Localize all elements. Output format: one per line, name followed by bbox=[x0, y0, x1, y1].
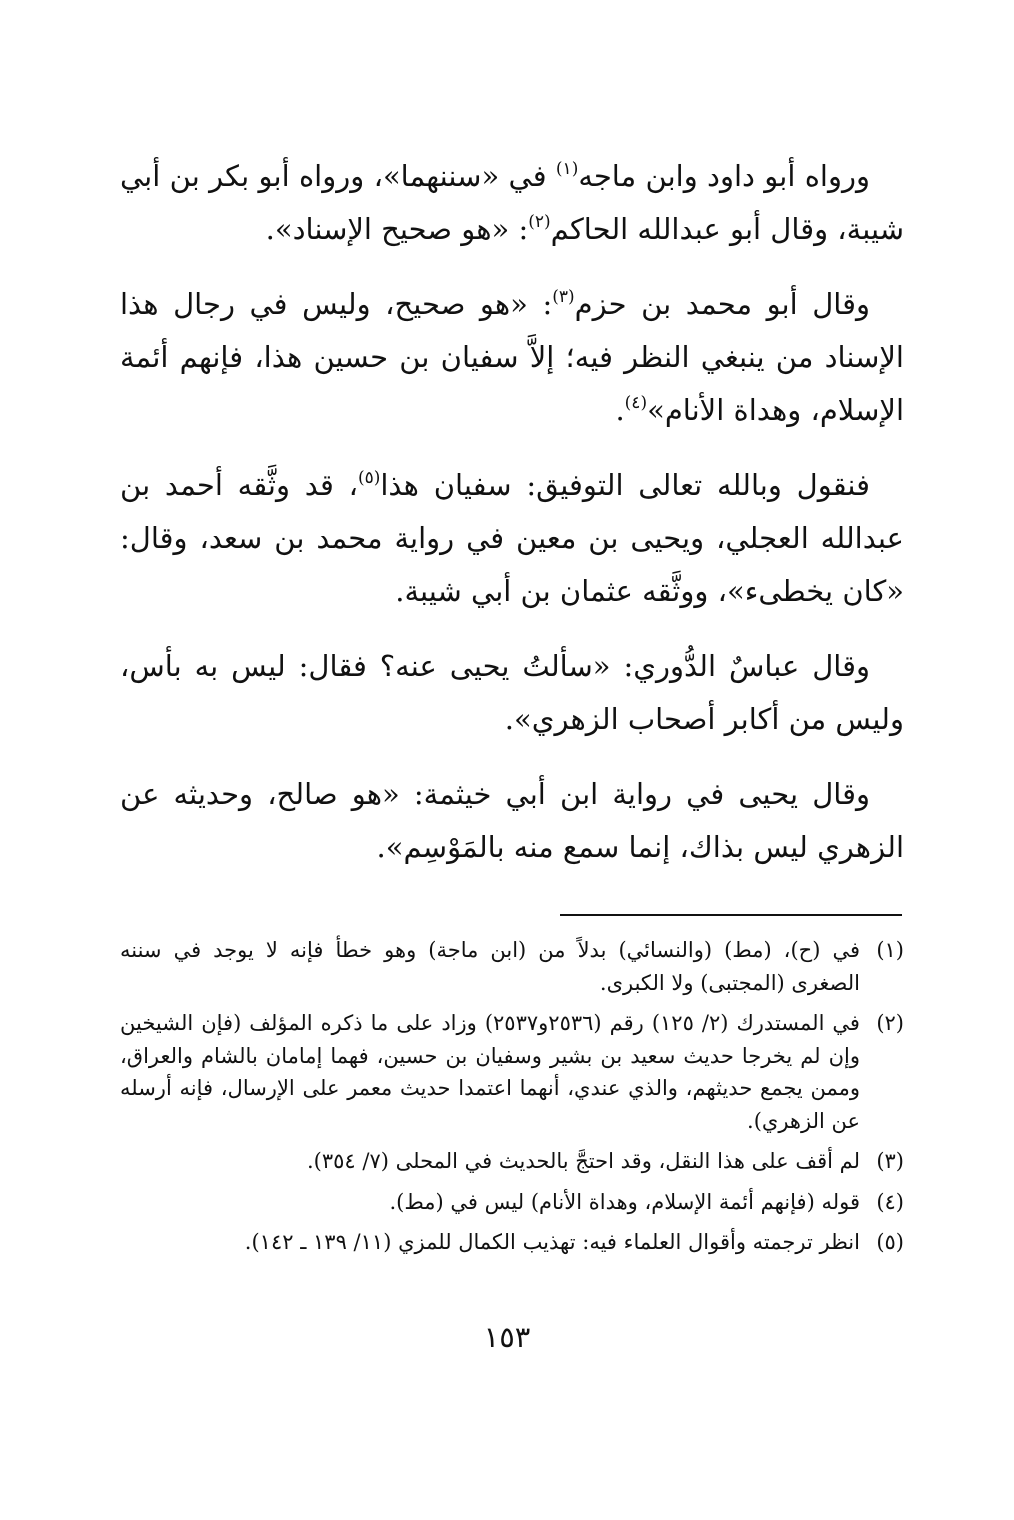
footnote-item bbox=[120, 1226, 904, 1259]
body-paragraph bbox=[120, 459, 904, 618]
paragraph-text: وقال عباسٌ الدُّوري: «سألتُ يحيى عنه؟ فقال: ليس به بأس، وليس من أكابر أصحاب الزهري». bbox=[120, 649, 904, 736]
footnote-text: في (ح)، (مط) (والنسائي) بدلاً من (ابن ماجة) وهو خطأ فإنه لا يوجد في سننه الصغرى (المجتبى) ولا الكبرى. bbox=[120, 938, 860, 995]
main-text bbox=[120, 150, 904, 896]
paragraph-text: : «هو صحيح، وليس في رجال هذا الإسناد من ينبغي النظر فيه؛ إلاَّ سفيان بن حسين هذا، فإنهم أئمة الإسلام، وهداة الأنام» bbox=[120, 287, 904, 427]
paragraph-text: في «سننهما»، ورواه أبو بكر بن أبي شيبة، وقال أبو عبدالله الحاكم bbox=[120, 159, 904, 246]
footnotes bbox=[120, 934, 904, 1267]
paragraph-text: : «هو صحيح الإسناد». bbox=[265, 212, 529, 246]
paragraph-text: ، قد وثَّقه أحمد بن عبدالله العجلي، ويحيى بن معين في رواية محمد بن سعد، وقال: «كان يخطىء»، ووثَّقه عثمان بن أبي شيبة. bbox=[120, 468, 904, 608]
body-paragraph bbox=[120, 768, 904, 874]
footnote-text: في المستدرك (٢/ ١٢٥) رقم (٢٥٣٦و٢٥٣٧) وزاد على ما ذكره المؤلف (فإن الشيخين وإن لم يخرجا حديث سعيد بن بشير وسفيان بن حسين، فهما إمامان بالشام والعراق، وممن يجمع حديثهم، والذي عندي، أنهما اعتمدا حديث معمر على الإرسال، فإنه أرسله عن الزهري). bbox=[120, 1011, 860, 1133]
page-number: ١٥٣ bbox=[483, 1320, 531, 1354]
footnote-number: (٥) bbox=[876, 1230, 904, 1254]
paragraph-text: . bbox=[615, 393, 625, 427]
footnote-number: (٣) bbox=[876, 1149, 904, 1173]
footnote-item bbox=[120, 1186, 904, 1219]
footnote-ref[interactable]: (٥) bbox=[357, 468, 381, 488]
footnote-item bbox=[120, 934, 904, 999]
footnote-ref[interactable]: (٢) bbox=[528, 212, 551, 232]
footnote-item bbox=[120, 1145, 904, 1178]
footnote-number: (٤) bbox=[876, 1189, 904, 1214]
body-paragraph bbox=[120, 640, 904, 746]
footnote-text: لم أقف على هذا النقل، وقد احتجَّ بالحديث في المحلى (٧/ ٣٥٤). bbox=[306, 1149, 860, 1173]
footnote-ref[interactable]: (٤) bbox=[624, 393, 648, 413]
paragraph-text: وقال يحيى في رواية ابن أبي خيثمة: «هو صالح، وحديثه عن الزهري ليس بذاك، إنما سمع منه بالمَوْسِم». bbox=[120, 777, 904, 864]
paragraph-text: وقال أبو محمد بن حزم bbox=[574, 287, 871, 321]
footnote-separator bbox=[560, 914, 902, 916]
footnote-number: (٢) bbox=[876, 1011, 904, 1035]
footnote-ref[interactable]: (٣) bbox=[552, 287, 575, 307]
footnote-text: قوله (فإنهم أئمة الإسلام، وهداة الأنام) ليس في (مط). bbox=[389, 1189, 860, 1214]
footnote-ref[interactable]: (١) bbox=[555, 159, 579, 179]
footnote-item bbox=[120, 1007, 904, 1137]
paragraph-text: فنقول وبالله تعالى التوفيق: سفيان هذا bbox=[380, 468, 870, 502]
footnote-text: انظر ترجمته وأقوال العلماء فيه: تهذيب الكمال للمزي (١١/ ١٣٩ ـ ١٤٢). bbox=[244, 1230, 860, 1254]
paragraph-text: ورواه أبو داود وابن ماجه bbox=[578, 159, 870, 193]
body-paragraph bbox=[120, 278, 904, 437]
footnote-number: (١) bbox=[876, 938, 904, 962]
body-paragraph bbox=[120, 150, 904, 256]
